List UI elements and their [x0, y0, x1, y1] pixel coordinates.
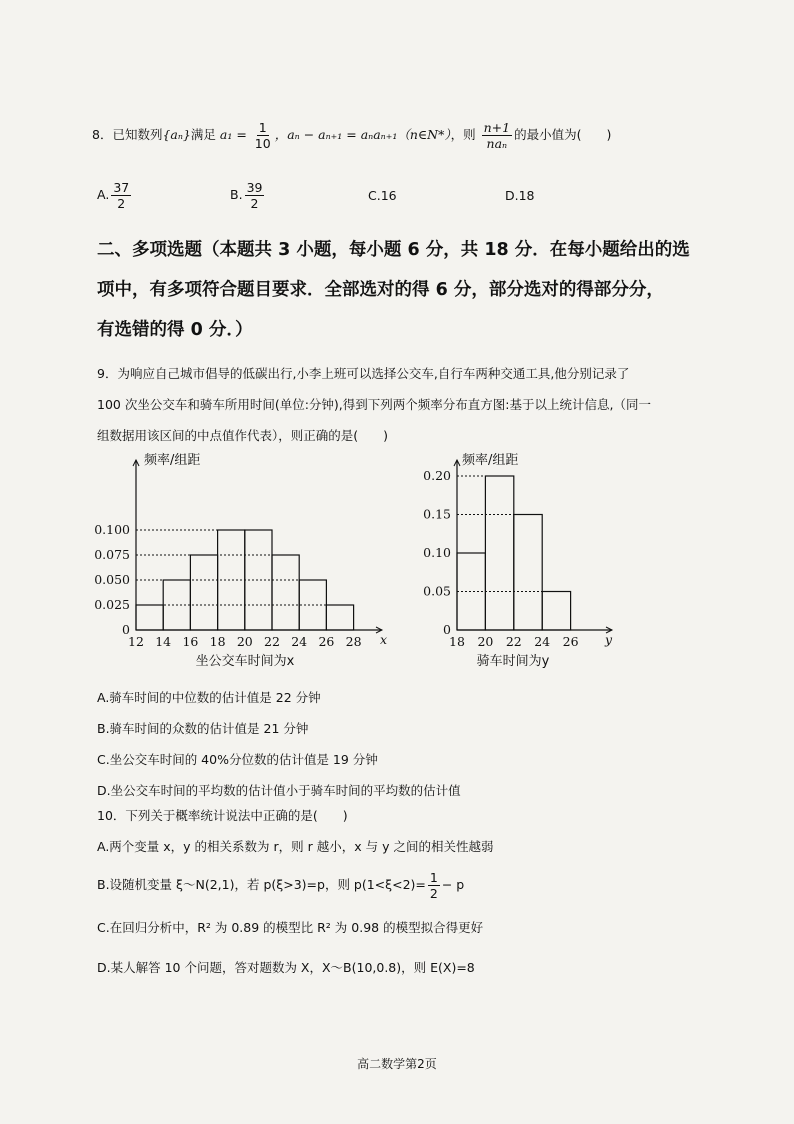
x-tick-label: 20 [236, 634, 253, 649]
q8-sequence: {aₙ} [162, 127, 191, 142]
x-tick-label: 24 [534, 634, 551, 649]
x-tick-label: 16 [182, 634, 199, 649]
y-tick-label: 0.100 [94, 522, 130, 537]
page-footer: 高二数学第2页 [357, 1057, 437, 1071]
bike-time-histogram [423, 452, 613, 669]
y-axis-label: 频率/组距 [144, 453, 201, 468]
chart-caption: 骑车时间为y [476, 654, 550, 669]
q9-line-3: 组数据用该区间的中点值作代表），则正确的是( ) [97, 428, 389, 443]
question-8 [92, 120, 772, 151]
q8-a1: a₁ = [219, 127, 247, 142]
y-tick-label: 0.050 [94, 572, 130, 587]
histogram-bar [326, 605, 353, 630]
q10-option-c: C.在回归分析中，R² 为 0.89 的模型比 R² 为 0.98 的模型拟合得更好 [97, 920, 484, 935]
x-tick-label: 28 [345, 634, 362, 649]
q8-a1-num: 1 [258, 120, 267, 135]
q9-option-a: A.骑车时间的中位数的估计值是 22 分钟 [97, 690, 321, 705]
q9-option-c: C.坐公交车时间的 40%分位数的估计值是 19 分钟 [97, 752, 378, 767]
x-tick-label: 26 [318, 634, 335, 649]
q8-text-2: ，则 [450, 127, 476, 142]
y-tick-label: 0.025 [94, 597, 130, 612]
origin-label: 0 [122, 622, 130, 637]
q8-option-b: B. $\frac{39}{2}$ [230, 180, 263, 211]
y-tick-label: 0.05 [423, 583, 451, 599]
histograms [0, 440, 794, 675]
q10-option-a: A.两个变量 x，y 的相关系数为 r，则 r 越小，x 与 y 之间的相关性越弱 [97, 839, 494, 854]
origin-label: 0 [443, 622, 451, 637]
histogram-bar [272, 555, 299, 630]
y-tick-label: 0.075 [94, 547, 130, 562]
x-tick-label: 18 [449, 634, 465, 649]
q8-option-d: D.18 [505, 188, 535, 203]
q9-line-2: 100 次坐公交车和骑车所用时间(单位:分钟),得到下列两个频率分布直方图:基于以上统计信息,（同一 [97, 397, 651, 412]
x-tick-label: 20 [477, 634, 494, 649]
x-tick-label: 18 [209, 634, 226, 649]
x-axis-label: x [380, 632, 388, 647]
q8-number: 8．已知数列 [92, 127, 163, 142]
q10-option-b: B.设随机变量 ξ～N(2,1)，若 p(ξ>3)=p，则 p(1<ξ<2)= $\frac{1}{2}$ − p [97, 870, 465, 901]
q8-text-3: 的最小值为( ) [514, 127, 612, 142]
y-tick-label: 0.15 [423, 506, 451, 522]
q8-a1-fraction [253, 120, 273, 151]
q8-option-c: C.16 [368, 188, 397, 203]
section-2-line-3: 有选错的得 0 分．） [97, 320, 253, 340]
histogram-bar [514, 515, 542, 631]
histogram-bar [190, 555, 217, 630]
x-tick-label: 24 [291, 634, 308, 649]
q8-expr-den: naₙ [486, 136, 508, 151]
q8-expr-num: n+1 [483, 120, 511, 135]
q9-option-b: B.骑车时间的众数的估计值是 21 分钟 [97, 721, 309, 736]
section-2-line-1: 二、多项选题（本题共 3 小题，每小题 6 分，共 18 分．在每小题给出的选 [97, 240, 690, 260]
y-tick-label: 0.20 [423, 468, 451, 483]
y-tick-label: 0.10 [423, 545, 451, 560]
q9-line-1: 9．为响应自己城市倡导的低碳出行,小李上班可以选择公交车,自行车两种交通工具,他分别记录了 [97, 366, 630, 381]
q8-recurrence: ，aₙ − aₙ₊₁ = aₙaₙ₊₁（n∈N*） [274, 127, 451, 142]
question-9 [97, 358, 787, 451]
histogram-bar [136, 605, 163, 630]
q8-option-a: A. $\frac{37}{2}$ [97, 180, 130, 211]
chart-caption: 坐公交车时间为x [195, 654, 295, 669]
q9-options [97, 682, 461, 806]
histogram-bar [485, 476, 513, 630]
x-tick-label: 22 [264, 634, 280, 649]
x-tick-label: 22 [505, 634, 522, 649]
x-axis-label: y [605, 632, 613, 647]
section-2-line-2: 项中，有多项符合题目要求．全部选对的得 6 分，部分选对的得部分分， [97, 280, 664, 300]
histogram-bar [542, 592, 570, 631]
q8-text-1: 满足 [190, 127, 216, 142]
q10-stem: 10．下列关于概率统计说法中正确的是( ) [97, 808, 348, 823]
x-tick-label: 26 [562, 634, 579, 649]
x-tick-label: 12 [128, 634, 144, 649]
q9-option-d: D.坐公交车时间的平均数的估计值小于骑车时间的平均数的估计值 [97, 783, 461, 798]
q8-a1-den: 10 [254, 136, 271, 151]
section-2-heading [97, 230, 777, 350]
q8-expr-fraction [482, 120, 512, 151]
bus-time-histogram [94, 452, 387, 669]
q10-option-d: D.某人解答 10 个问题，答对题数为 X，X～B(10,0.8)，则 E(X)=8 [97, 960, 475, 975]
y-axis-label: 频率/组距 [462, 453, 519, 468]
x-tick-label: 14 [155, 634, 172, 649]
